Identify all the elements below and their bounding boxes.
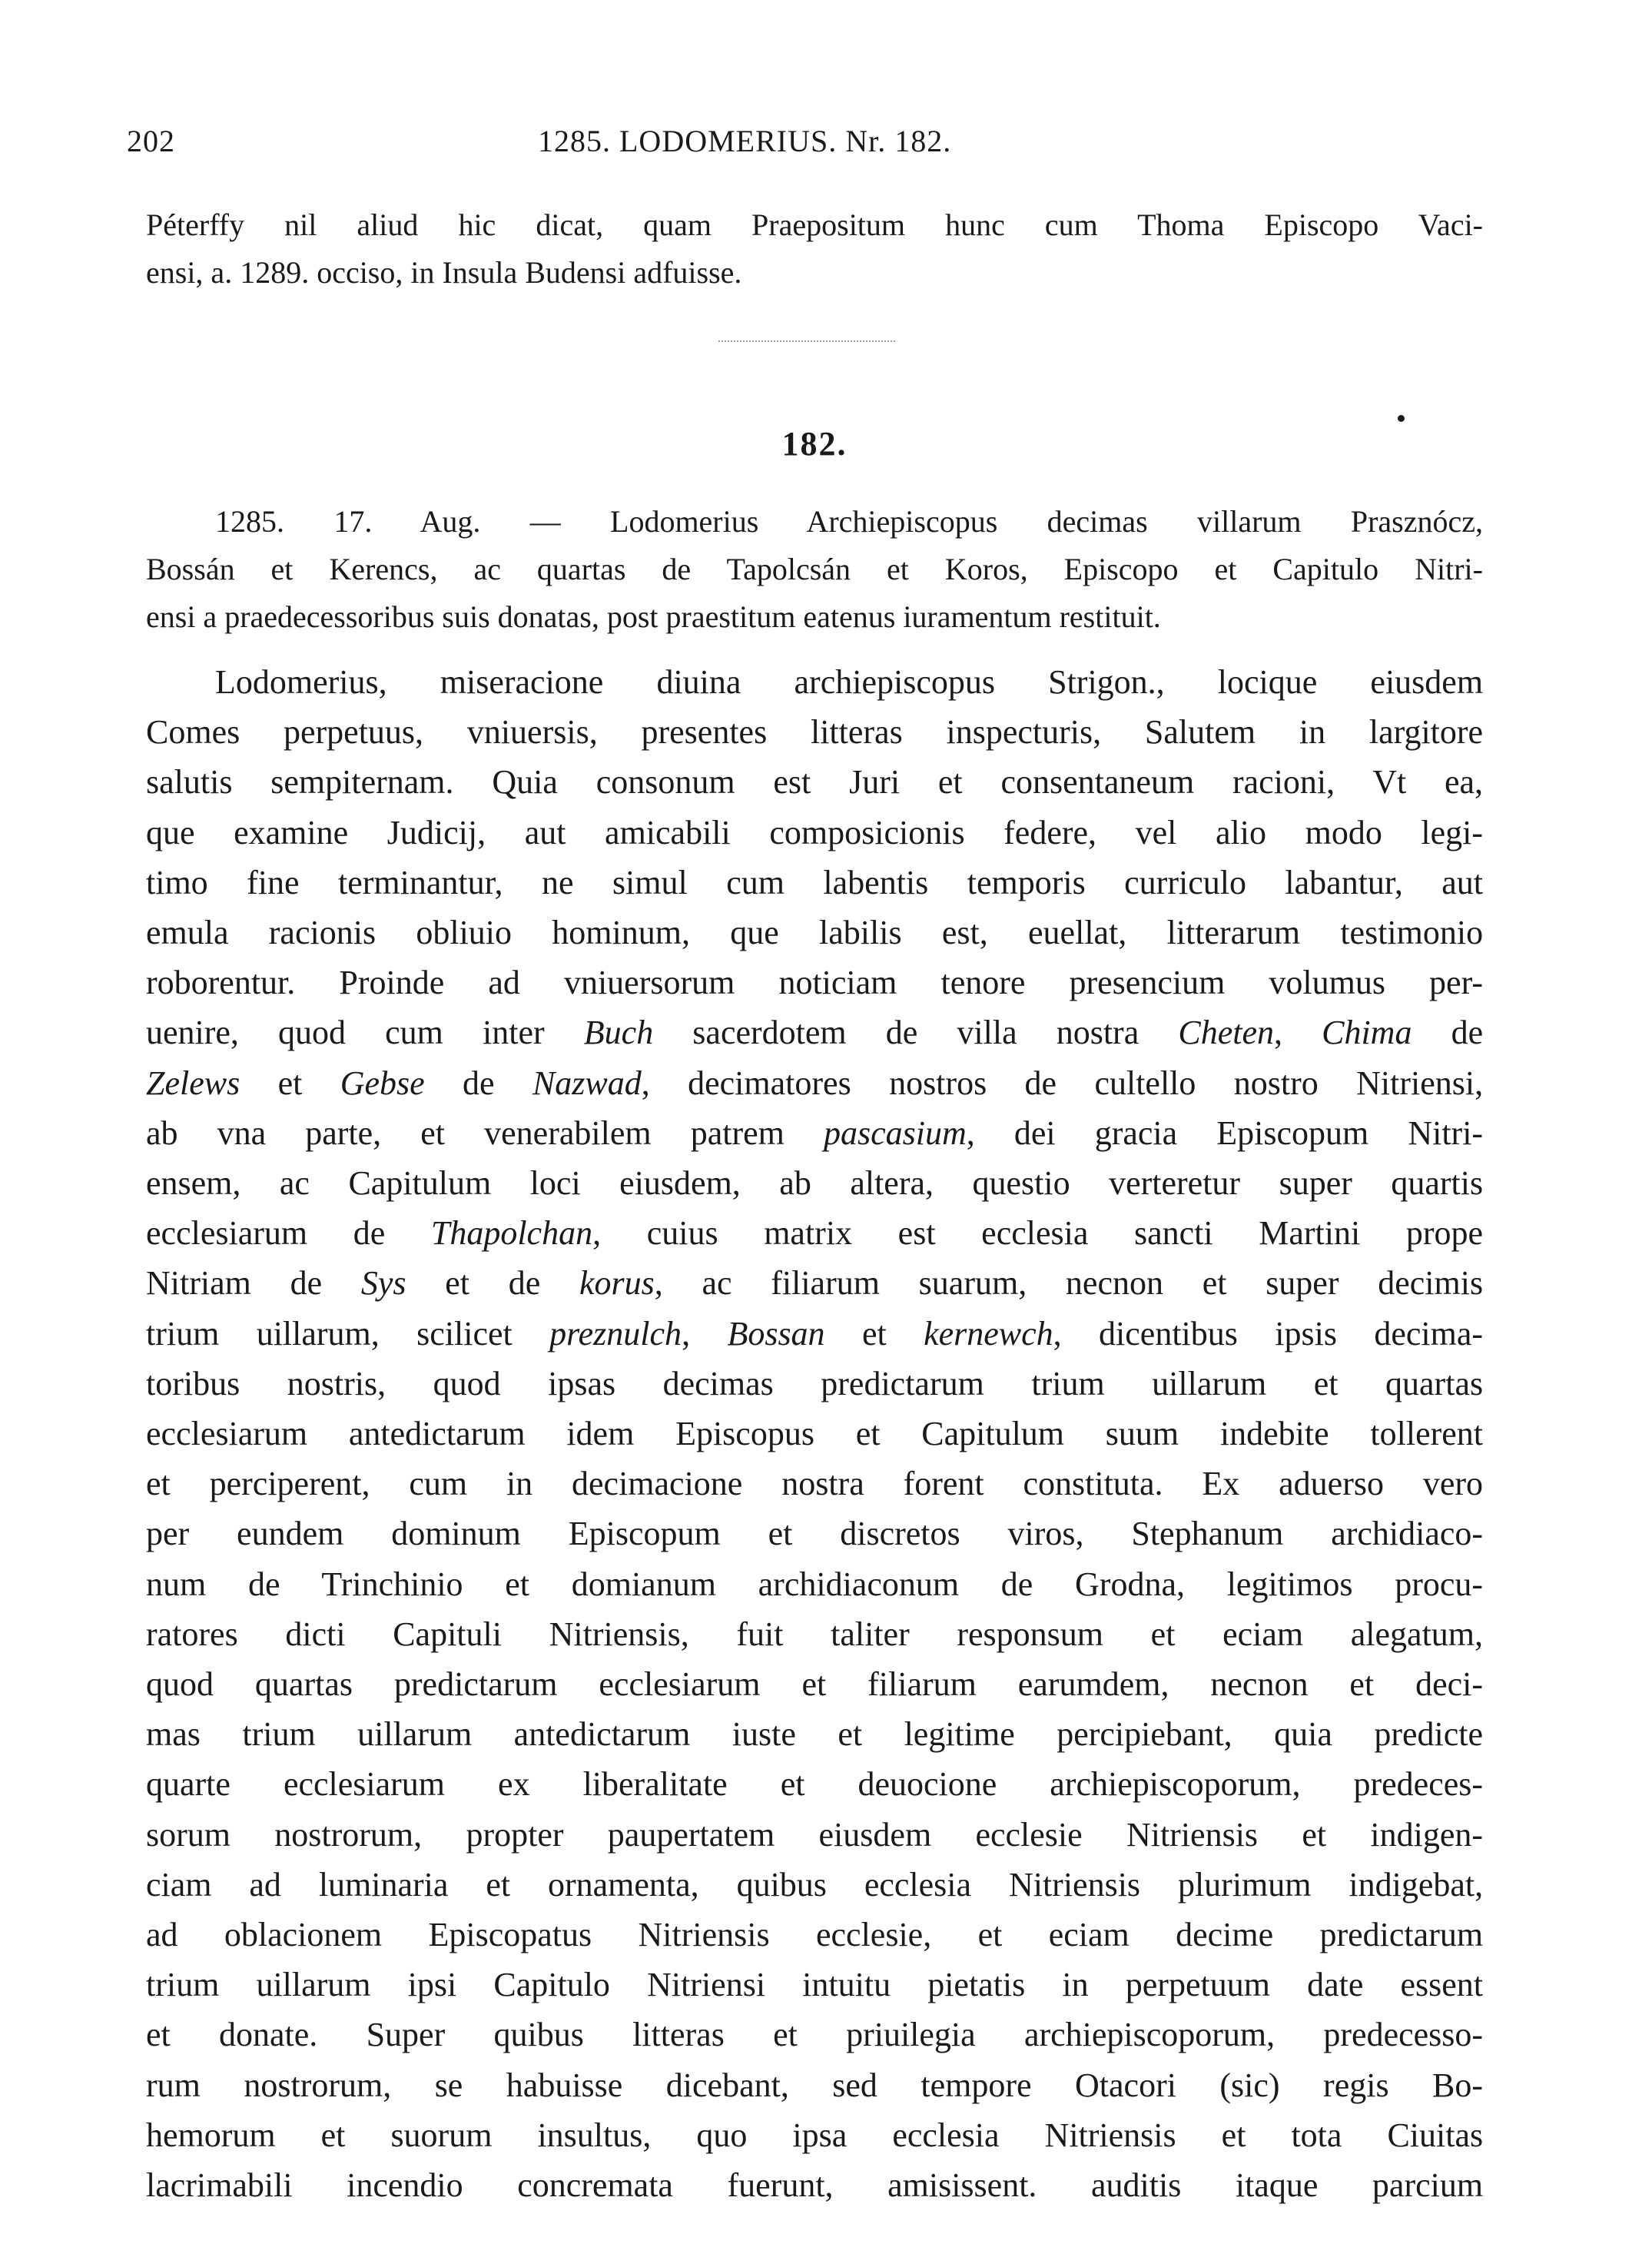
regest-summary	[146, 498, 1483, 641]
charter-line: Nitriam de Sys et de korus, ac filiarum suarum, necnon et super decimis	[146, 1264, 1484, 1303]
charter-line: quarte ecclesiarum ex liberalitate et deuocione archiepiscoporum, predeces-	[146, 1765, 1484, 1804]
regest-line: Bossán et Kerencs, ac quartas de Tapolcsán et Koros, Episcopo et Capitulo Nitri-	[146, 552, 1483, 586]
editorial-note	[146, 201, 1483, 297]
charter-line: Comes perpetuus, vniuersis, presentes litteras inspecturis, Salutem in largitore	[146, 713, 1484, 752]
charter-line: emula racionis obliuio hominum, que labilis est, euellat, litterarum testimonio	[146, 914, 1484, 952]
charter-line: et perciperent, cum in decimacione nostra forent constituta. Ex aduerso vero	[146, 1465, 1484, 1503]
note-line: Péterffy nil aliud hic dicat, quam Praepositum hunc cum Thoma Episcopo Vaci-	[146, 207, 1483, 242]
charter-line: Zelews et Gebse de Nazwad, decimatores nostros de cultello nostro Nitriensi,	[146, 1064, 1484, 1102]
charter-line: hemorum et suorum insultus, quo ipsa ecclesia Nitriensis et tota Ciuitas	[146, 2116, 1484, 2154]
charter-line: ab vna parte, et venerabilem patrem pascasium, dei gracia Episcopum Nitri-	[146, 1114, 1484, 1152]
charter-line: ciam ad luminaria et ornamenta, quibus ecclesia Nitriensis plurimum indigebat,	[146, 1865, 1484, 1904]
print-speck	[1398, 415, 1405, 422]
charter-line: sorum nostrorum, propter paupertatem eiusdem ecclesie Nitriensis et indigen-	[146, 1815, 1484, 1854]
charter-line: salutis sempiternam. Quia consonum est Juri et consentaneum racioni, Vt ea,	[146, 763, 1484, 802]
charter-line: toribus nostris, quod ipsas decimas predictarum trium uillarum et quartas	[146, 1364, 1484, 1402]
charter-line: et donate. Super quibus litteras et priuilegia archiepiscoporum, predecesso-	[146, 2016, 1484, 2054]
charter-line: roborentur. Proinde ad vniuersorum noticiam tenore presencium volumus per-	[146, 964, 1483, 1002]
charter-line: ecclesiarum de Thapolchan, cuius matrix est ecclesia sancti Martini prope	[146, 1214, 1484, 1253]
charter-line: trium uillarum ipsi Capitulo Nitriensi intuitu pietatis in perpetuum date essent	[146, 1966, 1484, 2004]
regest-line: ensi a praedecessoribus suis donatas, post praestitum eatenus iuramentum restituit.	[146, 599, 1161, 634]
running-title: 1285. LODOMERIUS. Nr. 182.	[538, 124, 952, 158]
page-number: 202	[127, 124, 175, 158]
charter-line: num de Trinchinio et domianum archidiaconum de Grodna, legitimos procu-	[146, 1565, 1484, 1603]
charter-line: que examine Judicij, aut amicabili composicionis federe, vel alio modo legi-	[146, 813, 1484, 851]
charter-line: rum nostrorum, se habuisse dicebant, sed tempore Otacori (sic) regis Bo-	[146, 2066, 1484, 2104]
charter-line: timo fine terminantur, ne simul cum labentis temporis curriculo labantur, aut	[146, 863, 1484, 901]
charter-line: mas trium uillarum antedictarum iuste et legitime percipiebant, quia predicte	[146, 1715, 1484, 1754]
charter-line: quod quartas predictarum ecclesiarum et filiarum earumdem, necnon et deci-	[146, 1665, 1484, 1704]
note-line: ensi, a. 1289. occiso, in Insula Budensi adfuisse.	[146, 255, 742, 290]
charter-line: ratores dicti Capituli Nitriensis, fuit taliter responsum et eciam alegatum,	[146, 1615, 1484, 1653]
charter-line: ad oblacionem Episcopatus Nitriensis ecclesie, et eciam decime predictarum	[146, 1916, 1484, 1954]
section-separator	[718, 340, 895, 342]
regest-line: 1285. 17. Aug. — Lodomerius Archiepiscopus decimas villarum Prasznócz,	[215, 504, 1483, 539]
charter-line: Lodomerius, miseracione diuina archiepiscopus Strigon., locique eiusdem	[215, 663, 1484, 701]
charter-line: lacrimabili incendio concremata fuerunt, amisissent. auditis itaque parcium	[146, 2166, 1484, 2205]
charter-line: ecclesiarum antedictarum idem Episcopus et Capitulum suum indebite tollerent	[146, 1415, 1484, 1453]
charter-line: trium uillarum, scilicet preznulch, Bossan et kernewch, dicentibus ipsis decima-	[146, 1314, 1484, 1353]
charter-line: uenire, quod cum inter Buch sacerdotem de villa nostra Cheten, Chima de	[146, 1014, 1484, 1052]
running-header	[127, 123, 1483, 169]
charter-text	[146, 657, 1483, 2210]
charter-line: ensem, ac Capitulum loci eiusdem, ab altera, questio verteretur super quartis	[146, 1164, 1484, 1203]
charter-line: per eundem dominum Episcopum et discretos viros, Stephanum archidiaco-	[146, 1515, 1484, 1553]
document-number: 182.	[781, 425, 848, 463]
